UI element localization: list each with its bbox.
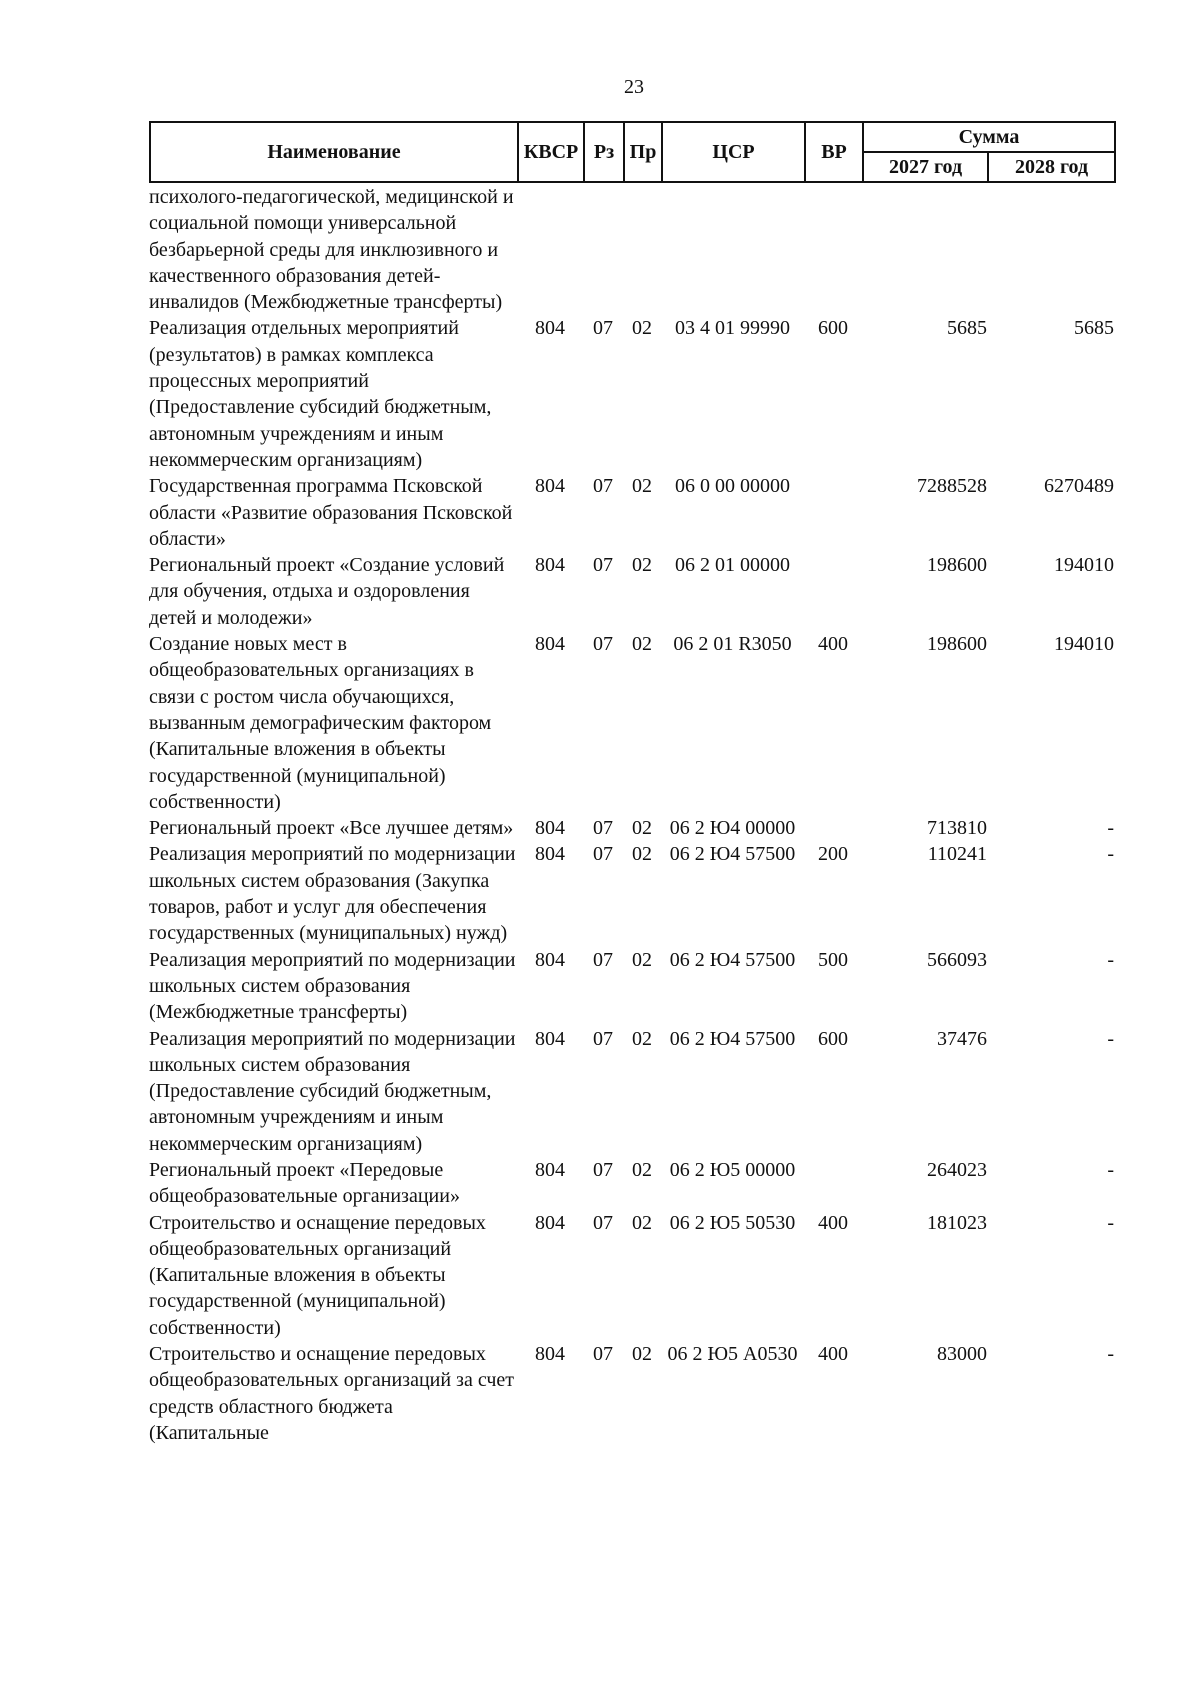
row-csr: 06 2 01 00000 — [675, 554, 790, 577]
row-kvsr: 804 — [535, 554, 565, 577]
row-csr — [661, 184, 804, 315]
row-csr: 06 2 Ю4 57500 — [669, 843, 796, 866]
row-kvsr: 804 — [535, 1343, 565, 1366]
row-amount-2027: 566093 — [927, 948, 987, 971]
row-rz — [583, 184, 623, 315]
row-amount-2027 — [862, 184, 987, 315]
header-csr: ЦСР — [662, 122, 805, 182]
row-csr: 06 0 00 00000 — [675, 475, 790, 498]
row-pr: 02 — [632, 843, 652, 866]
row-kvsr: 804 — [535, 843, 565, 866]
table-row — [149, 473, 1114, 552]
row-name: Реализация мероприятий по модернизации школьных систем образования (Межбюджетные трансферты) — [149, 948, 516, 1024]
table-row — [149, 947, 1114, 1026]
row-rz: 07 — [593, 554, 613, 577]
table-row — [149, 315, 1114, 473]
row-amount-2028: - — [1107, 1211, 1114, 1234]
row-vr — [804, 552, 862, 631]
row-rz: 07 — [593, 1343, 613, 1366]
row-pr: 02 — [632, 1211, 652, 1234]
row-name: психолого-педагогической, медицинской и социальной помощи универсальной безбарьерной среды для инклюзивного и качественного образования детей-инвалидов (Межбюджетные трансферты) — [149, 186, 514, 314]
header-vr: ВР — [805, 122, 863, 182]
table-row — [149, 552, 1114, 631]
row-pr: 02 — [632, 1158, 652, 1181]
table-row — [149, 631, 1114, 815]
row-rz: 07 — [593, 948, 613, 971]
row-amount-2028: - — [1107, 1343, 1114, 1366]
row-pr: 02 — [632, 317, 652, 340]
row-rz: 07 — [593, 1158, 613, 1181]
row-kvsr: 804 — [535, 633, 565, 656]
row-amount-2027: 37476 — [937, 1027, 987, 1050]
row-kvsr: 804 — [535, 948, 565, 971]
row-pr: 02 — [632, 1343, 652, 1366]
header-year-2027: 2027 год — [863, 152, 988, 182]
row-vr: 600 — [818, 317, 848, 340]
row-csr: 06 2 Ю5 50530 — [669, 1211, 796, 1234]
row-amount-2028: 194010 — [1054, 554, 1114, 577]
row-amount-2027: 181023 — [927, 1211, 987, 1234]
row-csr: 06 2 Ю4 00000 — [669, 817, 796, 840]
row-amount-2027: 5685 — [947, 317, 987, 340]
row-amount-2027: 198600 — [927, 554, 987, 577]
header-sum: Сумма — [863, 122, 1115, 152]
header-pr: Пр — [624, 122, 662, 182]
row-amount-2027: 264023 — [927, 1158, 987, 1181]
row-rz: 07 — [593, 1211, 613, 1234]
table-row — [149, 815, 1114, 841]
row-pr — [623, 184, 661, 315]
row-name: Реализация мероприятий по модернизации школьных систем образования (Предоставление субсидий бюджетным, автономным учреждениям и иным некоммерческим организациям) — [149, 1027, 516, 1155]
row-kvsr: 804 — [535, 817, 565, 840]
row-pr: 02 — [632, 633, 652, 656]
row-amount-2028: - — [1107, 948, 1114, 971]
row-amount-2027: 713810 — [927, 817, 987, 840]
row-pr: 02 — [632, 554, 652, 577]
header-rz: Рз — [584, 122, 624, 182]
table-row — [149, 1026, 1114, 1157]
row-csr: 06 2 Ю4 57500 — [669, 948, 796, 971]
row-pr: 02 — [632, 1027, 652, 1050]
header-year-2028: 2028 год — [988, 152, 1115, 182]
row-rz: 07 — [593, 1027, 613, 1050]
row-kvsr: 804 — [535, 317, 565, 340]
header-kvsr: КВСР — [518, 122, 584, 182]
table-row — [149, 1210, 1114, 1341]
row-vr — [804, 1157, 862, 1210]
row-rz: 07 — [593, 633, 613, 656]
row-name: Региональный проект «Создание условий для обучения, отдыха и оздоровления детей и молодежи» — [149, 554, 505, 629]
row-pr: 02 — [632, 948, 652, 971]
table-header — [149, 121, 1116, 183]
table-row — [149, 1157, 1114, 1210]
row-kvsr: 804 — [535, 1027, 565, 1050]
row-kvsr — [517, 184, 583, 315]
row-rz: 07 — [593, 843, 613, 866]
row-pr: 02 — [632, 817, 652, 840]
row-amount-2028: - — [1107, 1158, 1114, 1181]
row-amount-2027: 198600 — [927, 633, 987, 656]
row-vr: 400 — [818, 633, 848, 656]
row-amount-2028: 194010 — [1054, 633, 1114, 656]
row-name: Государственная программа Псковской области «Развитие образования Псковской области» — [149, 475, 513, 550]
row-vr: 600 — [818, 1027, 848, 1050]
row-vr: 500 — [818, 948, 848, 971]
row-csr: 06 2 01 R3050 — [673, 633, 792, 656]
header-name: Наименование — [150, 122, 518, 182]
row-vr: 200 — [818, 843, 848, 866]
row-pr: 02 — [632, 475, 652, 498]
row-amount-2028: - — [1107, 843, 1114, 866]
row-csr: 03 4 01 99990 — [675, 317, 790, 340]
row-name: Реализация отдельных мероприятий (результатов) в рамках комплекса процессных мероприятий (Предоставление субсидий бюджетным, автономным учреждениям и иным некоммерческим организациям) — [149, 317, 492, 471]
row-name: Региональный проект «Передовые общеобразовательные организации» — [149, 1158, 460, 1208]
row-vr: 400 — [818, 1211, 848, 1234]
row-vr: 400 — [818, 1343, 848, 1366]
row-amount-2027: 7288528 — [917, 475, 987, 498]
row-vr — [804, 815, 862, 841]
row-rz: 07 — [593, 317, 613, 340]
row-amount-2028: 5685 — [1074, 317, 1114, 340]
row-amount-2028: - — [1107, 817, 1114, 840]
row-csr: 06 2 Ю5 00000 — [669, 1158, 796, 1181]
row-amount-2027: 83000 — [937, 1343, 987, 1366]
row-amount-2027: 110241 — [927, 843, 987, 866]
table-row — [149, 1341, 1114, 1446]
table-row — [149, 841, 1114, 946]
row-csr: 06 2 Ю5 A0530 — [667, 1343, 798, 1366]
row-amount-2028 — [987, 184, 1114, 315]
row-name: Строительство и оснащение передовых общеобразовательных организаций за счет средств областного бюджета (Капитальные — [149, 1343, 514, 1444]
row-rz: 07 — [593, 817, 613, 840]
table-row — [149, 184, 1114, 315]
row-kvsr: 804 — [535, 475, 565, 498]
row-vr — [804, 184, 862, 315]
row-name: Создание новых мест в общеобразовательных организациях в связи с ростом числа обучающихся, вызванным демографическим фактором (Капитальные вложения в объекты государственной (муниципальной) собственности) — [149, 633, 492, 813]
row-csr: 06 2 Ю4 57500 — [669, 1027, 796, 1050]
page-number: 23 — [624, 76, 644, 98]
row-amount-2028: - — [1107, 1027, 1114, 1050]
row-kvsr: 804 — [535, 1211, 565, 1234]
row-name: Реализация мероприятий по модернизации школьных систем образования (Закупка товаров, работ и услуг для обеспечения государственных (муниципальных) нужд) — [149, 843, 516, 945]
budget-table-body — [149, 184, 1114, 1446]
row-amount-2028: 6270489 — [1044, 475, 1114, 498]
row-name: Региональный проект «Все лучшее детям» — [149, 817, 514, 840]
row-rz: 07 — [593, 475, 613, 498]
row-vr — [804, 473, 862, 552]
row-kvsr: 804 — [535, 1158, 565, 1181]
row-name: Строительство и оснащение передовых общеобразовательных организаций (Капитальные вложения в объекты государственной (муниципальной) собственности) — [149, 1211, 486, 1339]
